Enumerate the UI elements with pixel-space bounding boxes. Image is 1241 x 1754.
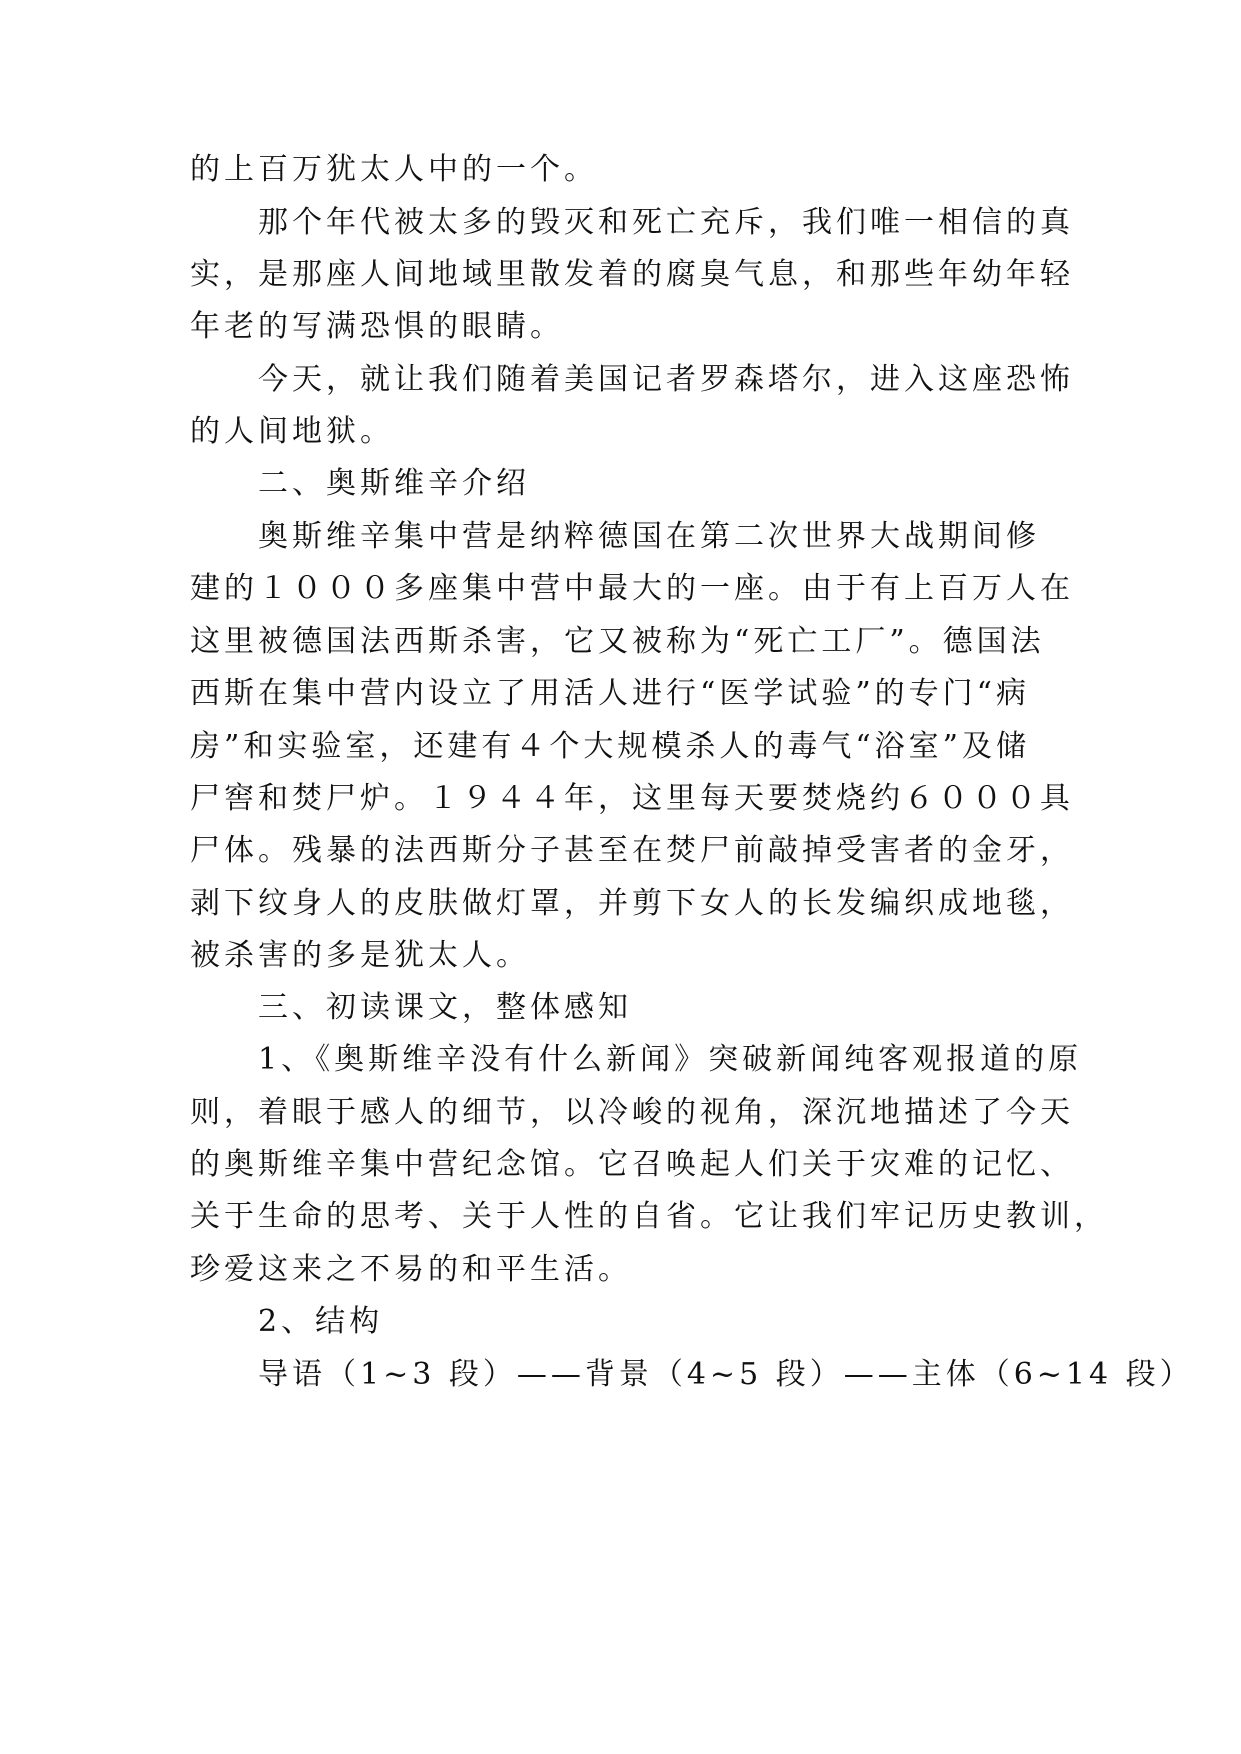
paragraph-line: 那个年代被太多的毁灭和死亡充斥，我们唯一相信的真 [258,205,1074,240]
text-line: 房”和实验室，还建有４个大规模杀人的毒气“浴室”及储 [190,729,1031,764]
structure-line: 导语（1~3 段）——背景（4~5 段）——主体（6~14 段） [258,1357,1194,1392]
text-line: 关于生命的思考、关于人性的自省。它让我们牢记历史教训， [190,1199,1108,1234]
subsection-heading: 2、结构 [258,1304,384,1339]
text-line: 建的１０００多座集中营中最大的一座。由于有上百万人在 [190,571,1074,606]
text-line: 被杀害的多是犹太人。 [190,938,530,973]
section-heading: 三、初读课文，整体感知 [258,990,632,1025]
text-line: 尸窖和焚尸炉。１９４４年，这里每天要焚烧约６０００具 [190,781,1074,816]
text-line: 这里被德国法西斯杀害，它又被称为“死亡工厂”。德国法 [190,624,1045,659]
paragraph-line: 1、《奥斯维辛没有什么新闻》突破新闻纯客观报道的原 [258,1042,1083,1077]
paragraph-line: 今天，就让我们随着美国记者罗森塔尔，进入这座恐怖 [258,362,1074,397]
paragraph-line: 奥斯维辛集中营是纳粹德国在第二次世界大战期间修 [258,519,1040,554]
text-line: 的人间地狱。 [190,414,394,449]
text-line: 的奥斯维辛集中营纪念馆。它召唤起人们关于灾难的记忆、 [190,1147,1074,1182]
section-heading: 二、奥斯维辛介绍 [258,466,530,501]
text-line: 西斯在集中营内设立了用活人进行“医学试验”的专门“病 [190,676,1031,711]
text-line: 则，着眼于感人的细节，以冷峻的视角，深沉地描述了今天 [190,1095,1074,1130]
text-line: 的上百万犹太人中的一个。 [190,152,598,187]
text-line: 尸体。残暴的法西斯分子甚至在焚尸前敲掉受害者的金牙， [190,833,1074,868]
text-line: 实，是那座人间地域里散发着的腐臭气息，和那些年幼年轻 [190,257,1074,292]
text-line: 年老的写满恐惧的眼睛。 [190,309,564,344]
text-line: 剥下纹身人的皮肤做灯罩，并剪下女人的长发编织成地毯， [190,886,1074,921]
text-line: 珍爱这来之不易的和平生活。 [190,1252,632,1287]
